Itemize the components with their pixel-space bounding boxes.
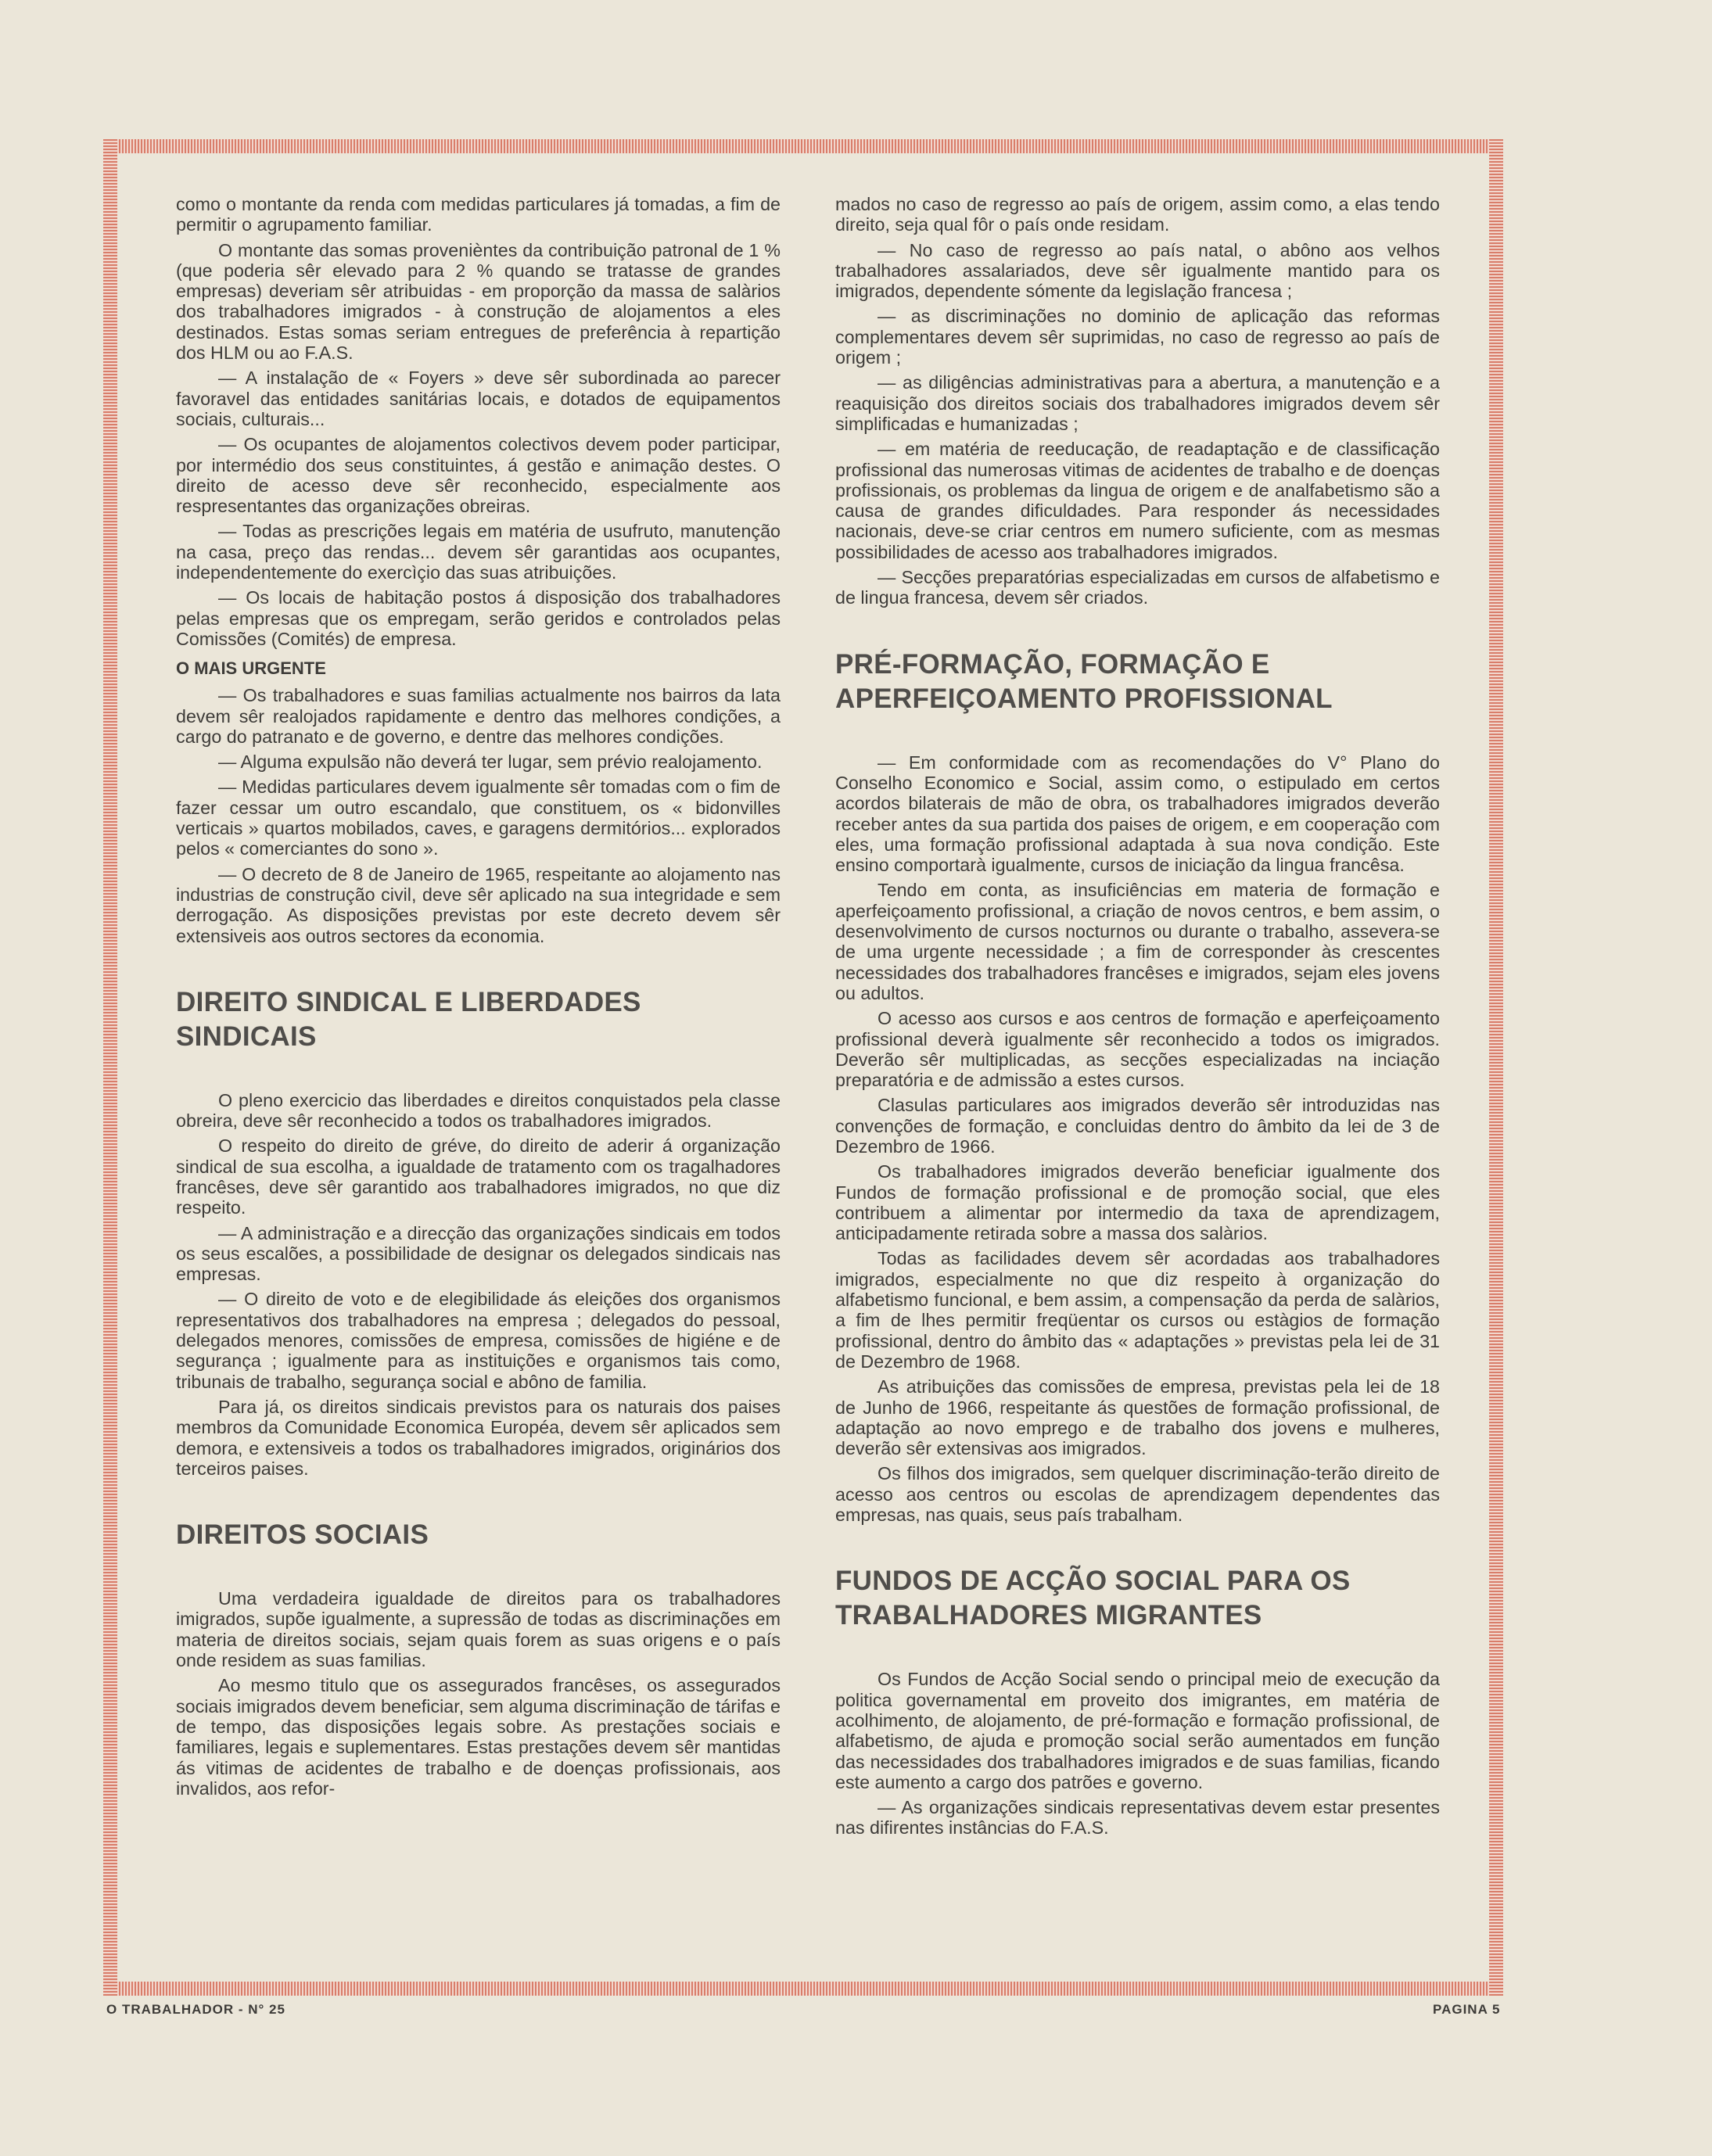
paragraph: O acesso aos cursos e aos centros de formação e aperfeiçoamento profissional deverà igualmente sêr reconhecido a todos os imigrados. Deverão sêr multiplicadas, as secções especializadas na inciação preparatória e de admissão a estes cursos. xyxy=(835,1008,1440,1091)
section-heading: FUNDOS DE ACÇÃO SOCIAL PARA OS TRABALHADORES MIGRANTES xyxy=(835,1566,1351,1631)
section-heading: DIREITOS SOCIAIS xyxy=(176,1519,429,1551)
left-column xyxy=(176,194,781,1803)
paragraph: — As organizações sindicais representativas devem estar presentes nas difirentes instâncias do F.A.S. xyxy=(835,1797,1440,1839)
paragraph: — Todas as prescrições legais em matéria de usufruto, manutenção na casa, preço das rendas... devem sêr garantidas aos ocupantes, independentemente do exercìçio das suas atribuições. xyxy=(176,521,781,583)
paragraph: — Em conformidade com as recomendações do V° Plano do Conselho Economico e Social, assim como, o estipulado em certos acordos bilaterais de mão de obra, os trabalhadores imigrados deverão receber antes da sua partida dos paises de origem, e em cooperação com eles, uma formação profissional adaptada à sua nova condição. Este ensino comportarà igualmente, cursos de iniciação da lingua francêsa. xyxy=(835,752,1440,876)
paragraph: O respeito do direito de gréve, do direito de aderir á organização sindical de sua escolha, a igualdade de tratamento com os tragalhadores francêses, deve sêr garantido aos trabalhadores imigrados, no que diz respeito. xyxy=(176,1135,781,1218)
paragraph: Clasulas particulares aos imigrados deverão sêr introduzidas nas convenções de formação, e concluidas dentro do âmbito da lei de 3 de Dezembro de 1966. xyxy=(835,1095,1440,1157)
paragraph: mados no caso de regresso ao país de origem, assim como, a elas tendo direito, seja qual fôr o país onde residam. xyxy=(835,194,1440,235)
paragraph: — Alguma expulsão não deverá ter lugar, sem prévio realojamento. xyxy=(218,752,763,773)
paragraph: — A administração e a direcção das organizações sindicais em todos os seus escalões, a possibilidade de designar os delegados sindicais nas empresas. xyxy=(176,1222,781,1285)
page-number: PAGINA 5 xyxy=(1433,2002,1501,2017)
paragraph: As atribuições das comissões de empresa, previstas pela lei de 18 de Junho de 1966, respeitante ás questões de formação profissional, de adaptação ao novo emprego e de trabalho dos jovens e mulheres, deverão sêr extensivas aos imigrados. xyxy=(835,1376,1440,1459)
paragraph: O pleno exercicio das liberdades e direitos conquistados pela classe obreira, deve sêr reconhecido a todos os trabalhadores imigrados. xyxy=(176,1089,781,1132)
paragraph: como o montante da renda com medidas particulares já tomadas, a fim de permitir o agrupamento familiar. xyxy=(176,194,781,235)
section-heading: DIREITO SINDICAL E LIBERDADES SINDICAIS xyxy=(176,986,641,1052)
decorative-border-bottom xyxy=(103,1982,1503,1996)
publication-footer: O TRABALHADOR - N° 25 xyxy=(106,2002,285,2017)
paragraph: — Medidas particulares devem igualmente sêr tomadas com o fim de fazer cessar um outro escandalo, que constituem, os « bidonvilles verticais » quartos mobilados, caves, e garagens dermitórios... explorados pelos « comerciantes do sono ». xyxy=(176,777,781,859)
paragraph: — em matéria de reeducação, de readaptação e de classificação profissional das numerosas vitimas de acidentes de trabalho e de doenças profissionais, os problemas da lingua de origem e de analfabetismo são a causa de grandes dificuldades. Para responder ás necessidades nacionais, deve-se criar centros em numero suficiente, com as mesmas possibilidades de acesso aos trabalhadores imigrados. xyxy=(835,439,1440,562)
decorative-border-top xyxy=(103,139,1503,153)
paragraph: — Os ocupantes de alojamentos colectivos devem poder participar, por intermédio dos seus constituintes, á gestão e animação destes. O direito de acesso deve sêr reconhecido, especialmente aos respresentantes das organizações obreiras. xyxy=(176,434,781,517)
paragraph: — No caso de regresso ao país natal, o abôno aos velhos trabalhadores assalariados, deve sêr igualmente mantido para os imigrados, dependente sómente da legislação francesa ; xyxy=(835,239,1440,302)
subheading: O MAIS URGENTE xyxy=(176,658,326,679)
paragraph: Os Fundos de Acção Social sendo o principal meio de execução da politica governamental em proveito dos imigrantes, em matéria de acolhimento, de alojamento, de pré-formação e formação profissional, de alfabetismo, de ajuda e promoção social serão aumentados em função das necessidades dos trabalhadores imigrados e de suas familias, ficando este aumento a cargo dos patrões e governo. xyxy=(835,1669,1440,1792)
section-heading: PRÉ-FORMAÇÃO, FORMAÇÃO E APERFEIÇOAMENTO PROFISSIONAL xyxy=(835,648,1333,714)
paragraph: Todas as facilidades devem sêr acordadas aos trabalhadores imigrados, especialmente no que diz respeito à organização do alfabetismo funcional, e bem assim, a compensação da perda de salàrios, a fim de lhes permitir freqüentar os cursos ou estàgios de formação profissional, dentro do âmbito das « adaptações » previstas pela lei de 31 de Dezembro de 1968. xyxy=(835,1248,1440,1372)
paragraph: — Secções preparatórias especializadas em cursos de alfabetismo e de lingua francesa, devem sêr criados. xyxy=(835,567,1440,608)
paragraph: — O direito de voto e de elegibilidade ás eleições dos organismos representativos dos trabalhadores na empresa ; delegados do pessoal, delegados menores, comissões de empresa, comissões de higiéne e de segurança ; igualmente para as instituições e organismos tais como, tribunais de trabalho, segurança social e abôno de familia. xyxy=(176,1289,781,1392)
paragraph: Ao mesmo titulo que os assegurados francêses, os assegurados sociais imigrados devem beneficiar, sem alguma discriminação de tárifas e de tempo, das disposições legais sobre. As prestações sociais e familiares, legais e suplementares. Estas prestações devem sêr mantidas ás vitimas de acidentes de trabalho e de doenças profissionais, aos invalidos, aos refor- xyxy=(176,1675,781,1799)
paragraph: — Os locais de habitação postos á disposição dos trabalhadores pelas empresas que os empregam, serão geridos e controlados pelas Comissões (Comités) de empresa. xyxy=(176,587,781,649)
paragraph: Tendo em conta, as insuficiências em materia de formação e aperfeiçoamento profissional, a criação de novos centros, e bem assim, o desenvolvimento de cursos nocturnos ou durante o trabalho, assevera-se de uma urgente necessidade ; a fim de corresponder às crescentes necessidades dos trabalhadores francêses e imigrados, sejam eles jovens ou adultos. xyxy=(835,880,1440,1003)
paragraph: — Os trabalhadores e suas familias actualmente nos bairros da lata devem sêr realojados rapidamente e dentro das melhores condições, a cargo do patranato e de governo, e dentre das melhores condições. xyxy=(176,685,781,747)
paragraph: O montante das somas provenièntes da contribuição patronal de 1 % (que poderia sêr elevado para 2 % quando se tratasse de grandes empresas) deveriam sêr atribuidas - em proporção da massa de salàrios dos trabalhadores imigrados - à construção de alojamentos a eles destinados. Estas somas seriam entregues de preferência à repartição dos HLM ou ao F.A.S. xyxy=(176,239,781,364)
paragraph: — as diligências administrativas para a abertura, a manutenção e a reaquisição dos direitos sociais dos trabalhadores imigrados devem sêr simplificadas e humanizadas ; xyxy=(835,372,1440,434)
paragraph: Os filhos dos imigrados, sem quelquer discriminação-terão direito de acesso aos centros ou escolas de aprendizagem dependentes das empresas, nas quais, seus país trabalham. xyxy=(835,1463,1440,1526)
decorative-border-right xyxy=(1489,139,1503,1996)
paragraph: — A instalação de « Foyers » deve sêr subordinada ao parecer favoravel das entidades sanitárias locais, e dotados de equipamentos sociais, culturais... xyxy=(176,368,781,429)
paragraph: — O decreto de 8 de Janeiro de 1965, respeitante ao alojamento nas industrias de construção civil, deve sêr aplicado na sua integridade e sem derrogação. As disposições previstas por este decreto devem sêr extensiveis aos outros sectores da economia. xyxy=(176,863,781,946)
decorative-border-left xyxy=(103,139,117,1996)
paragraph: Os trabalhadores imigrados deverão beneficiar igualmente dos Fundos de formação profissional e de promoção social, que eles contribuem a alimentar por intermedio da taxa de aprendizagem, anticipadamente retirada sobre a massa dos salàrios. xyxy=(835,1161,1440,1244)
paragraph: — as discriminações no dominio de aplicação das reformas complementares devem sêr suprimidas, no caso de regresso ao país de origem ; xyxy=(835,306,1440,368)
paragraph: Para já, os direitos sindicais previstos para os naturais dos paises membros da Comunidade Economica Européa, devem sêr aplicados sem demora, e extensiveis a todos os trabalhadores imigrados, originários dos terceiros paises. xyxy=(176,1396,781,1479)
paragraph: Uma verdadeira igualdade de direitos para os trabalhadores imigrados, supõe igualmente, a supressão de todas as discriminações em materia de direitos sociais, sejam quais forem as suas origens e o país onde residem as suas familias. xyxy=(176,1588,781,1671)
right-column xyxy=(835,194,1440,1843)
